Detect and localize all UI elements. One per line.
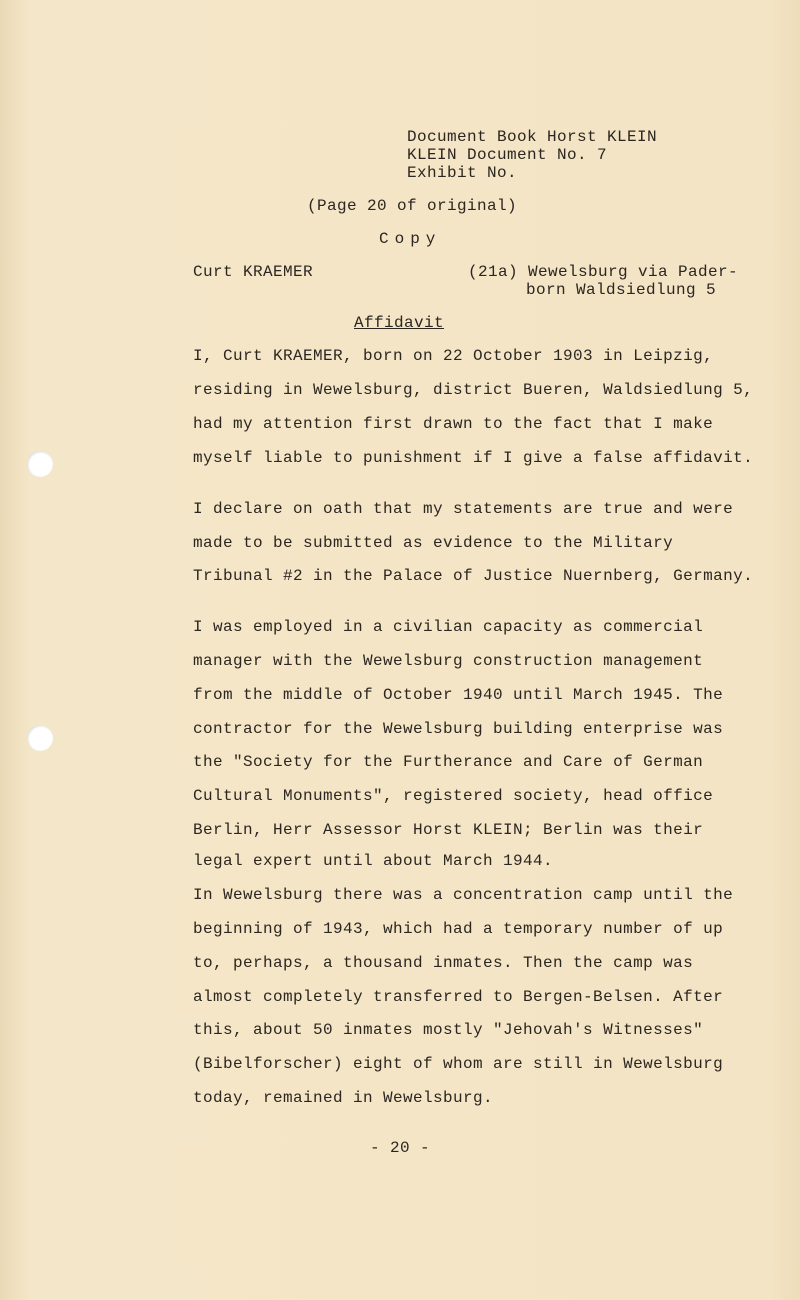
body-line: I declare on oath that my statements are true and were (193, 500, 734, 518)
body-line: this, about 50 inmates mostly "Jehovah's Witnesses" (193, 1021, 704, 1039)
body-line: the "Society for the Furtherance and Care of German (193, 753, 704, 771)
header-line-1: Document Book Horst KLEIN (407, 128, 658, 146)
body-line: I was employed in a civilian capacity as commercial (193, 618, 704, 636)
body-line: Tribunal #2 in the Palace of Justice Nuernberg, Germany. (193, 567, 754, 585)
body-line: Cultural Monuments", registered society, head office (193, 787, 714, 805)
body-line: manager with the Wewelsburg construction management (193, 652, 704, 670)
body-line: today, remained in Wewelsburg. (193, 1089, 494, 1107)
author-address-line-2: born Waldsiedlung 5 (526, 281, 717, 299)
body-line: to, perhaps, a thousand inmates. Then the camp was (193, 954, 694, 972)
body-line: legal expert until about March 1944. (193, 852, 554, 870)
body-line: In Wewelsburg there was a concentration camp until the (193, 886, 734, 904)
copy-label: Copy (379, 230, 442, 248)
page-reference: (Page 20 of original) (307, 197, 518, 215)
body-line: contractor for the Wewelsburg building enterprise was (193, 720, 724, 738)
punch-hole-bottom (27, 725, 53, 751)
body-line: almost completely transferred to Bergen-Belsen. After (193, 988, 724, 1006)
author-name: Curt KRAEMER (193, 263, 314, 281)
header-line-2: KLEIN Document No. 7 (407, 146, 608, 164)
punch-hole-top (27, 451, 53, 477)
body-line: Berlin, Herr Assessor Horst KLEIN; Berlin was their (193, 821, 704, 839)
body-line: residing in Wewelsburg, district Bueren, Waldsiedlung 5, (193, 381, 754, 399)
body-line: from the middle of October 1940 until March 1945. The (193, 686, 724, 704)
author-address-line-1: (21a) Wewelsburg via Pader- (468, 263, 739, 281)
header-line-3: Exhibit No. (407, 164, 518, 182)
body-line: made to be submitted as evidence to the Military (193, 534, 674, 552)
body-line: (Bibelforscher) eight of whom are still in Wewelsburg (193, 1055, 724, 1073)
affidavit-title: Affidavit (354, 314, 445, 332)
body-line: I, Curt KRAEMER, born on 22 October 1903 in Leipzig, (193, 347, 714, 365)
body-line: had my attention first drawn to the fact that I make (193, 415, 714, 433)
body-line: myself liable to punishment if I give a false affidavit. (193, 449, 754, 467)
page-number: - 20 - (369, 1139, 430, 1157)
body-line: beginning of 1943, which had a temporary number of up (193, 920, 724, 938)
